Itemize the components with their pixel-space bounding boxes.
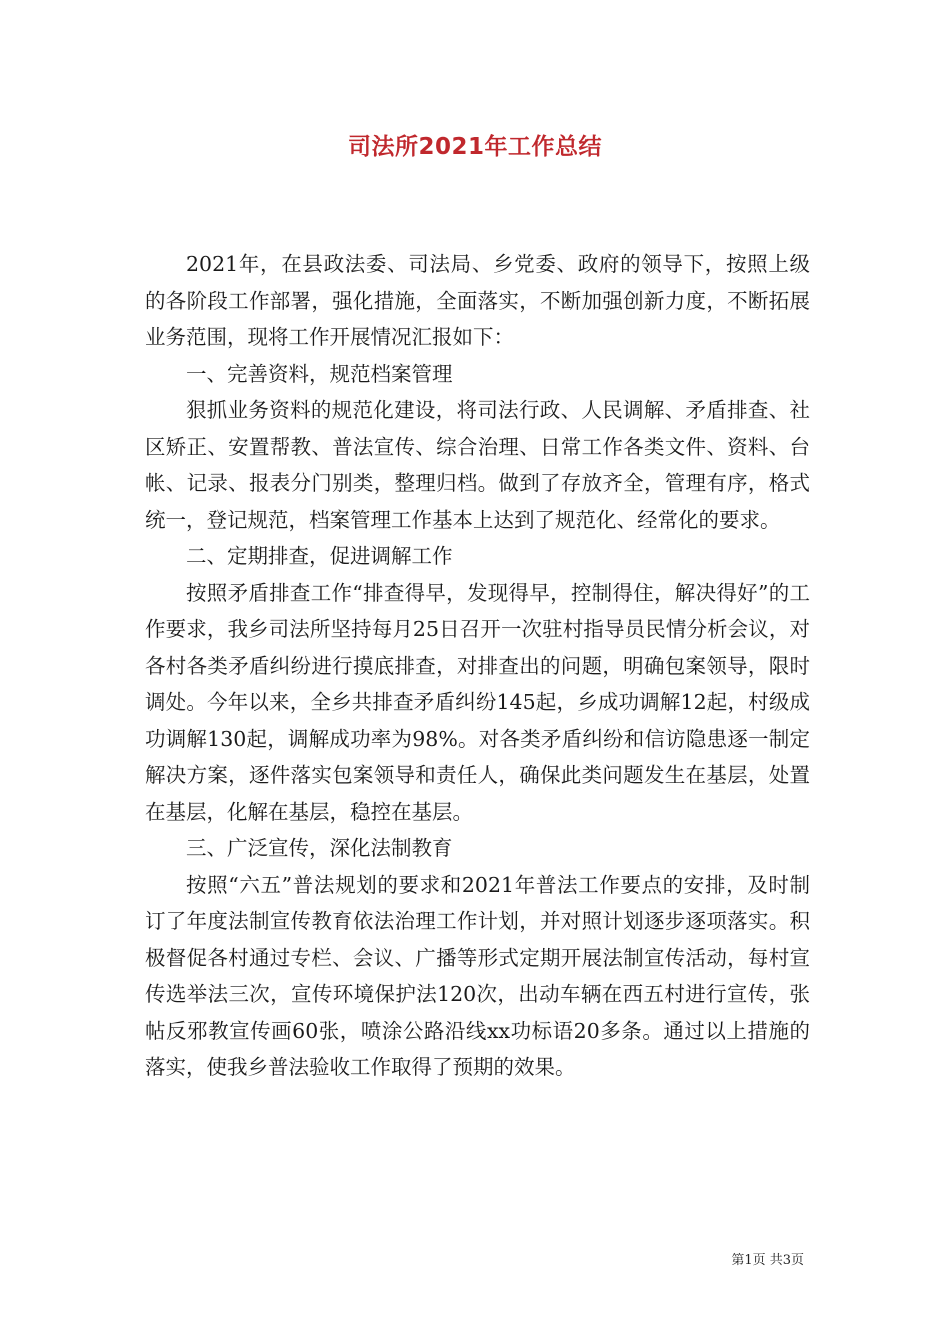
section-heading-2: 二、定期排查，促进调解工作 (186, 544, 453, 568)
page-number: 第1页 共3页 (731, 1253, 804, 1268)
section-heading-3: 三、广泛宣传，深化法制教育 (186, 836, 453, 860)
section-heading-1: 一、完善资料，规范档案管理 (186, 361, 453, 386)
intro-paragraph: 2021年，在县政法委、司法局、乡党委、政府的领导下，按照上级的各阶段工作部署，强化措施，全面落实，不断加强创新力度，不断拓展业务范围，现将工作开展情况汇报如下： (145, 252, 810, 349)
section-paragraph-3: 按照“六五”普法规划的要求和2021年普法工作要点的安排，及时制订了年度法制宣传教育依法治理工作计划，并对照计划逐步逐项落实。积极督促各村通过专栏、会议、广播等形式定期开展法制宣传活动，每村宣传选举法三次，宣传环境保护法120次，出动车辆在西五村进行宣传，张帖反邪教宣传画60张，喷涂公路沿线xx功标语20多条。通过以上措施的落实，使我乡普法验收工作取得了预期的效果。 (145, 872, 810, 1079)
document-title: 司法所2021年工作总结 (347, 134, 602, 160)
section-paragraph-2: 按照矛盾排查工作“排查得早，发现得早，控制得住，解决得好”的工作要求，我乡司法所坚持每月25日召开一次驻村指导员民情分析会议，对各村各类矛盾纠纷进行摸底排查，对排查出的问题，明确包案领导，限时调处。今年以来，全乡共排查矛盾纠纷145起，乡成功调解12起，村级成功调解130起，调解成功率为98%。对各类矛盾纠纷和信访隐患逐一制定解决方案，逐件落实包案领导和责任人，确保此类问题发生在基层，处置在基层，化解在基层，稳控在基层。 (145, 580, 810, 824)
section-paragraph-1: 狠抓业务资料的规范化建设，将司法行政、人民调解、矛盾排查、社区矫正、安置帮教、普法宣传、综合治理、日常工作各类文件、资料、台帐、记录、报表分门别类，整理归档。做到了存放齐全，管理有序，格式统一，登记规范，档案管理工作基本上达到了规范化、经常化的要求。 (145, 398, 810, 532)
document-body (145, 246, 810, 1086)
